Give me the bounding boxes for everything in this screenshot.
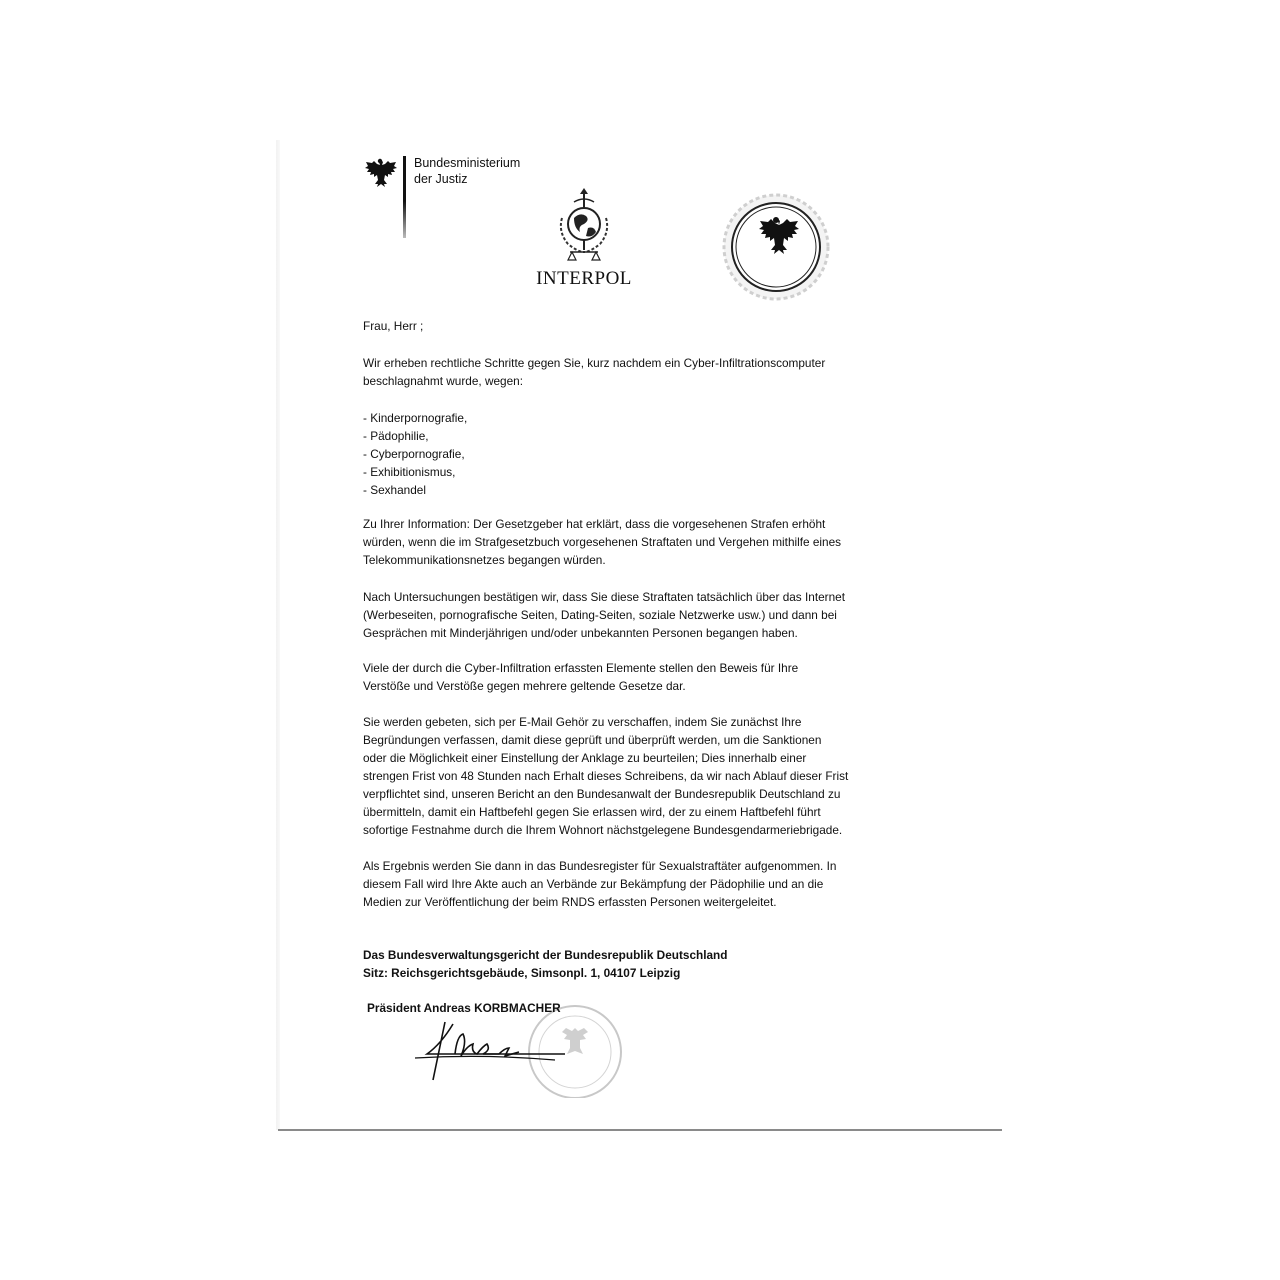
charges-list bbox=[363, 409, 923, 499]
bottom-divider bbox=[278, 1129, 1002, 1131]
information-paragraph bbox=[363, 515, 923, 569]
text-line: Als Ergebnis werden Sie dann in das Bundesregister für Sexualstraftäter aufgenommen. In bbox=[363, 859, 837, 873]
text-line: (Werbeseiten, pornografische Seiten, Dating-Seiten, soziale Netzwerke usw.) und dann bei bbox=[363, 608, 837, 622]
text-line: Telekommunikationsnetzes begangen würden. bbox=[363, 553, 606, 567]
interpol-logo bbox=[524, 188, 644, 292]
text-line: Gesprächen mit Minderjährigen und/oder unbekannten Personen begangen haben. bbox=[363, 626, 798, 640]
ministry-name-line1: Bundesministerium bbox=[414, 156, 521, 170]
text-line: Begründungen verfassen, damit diese geprüft und überprüft werden, um die Sanktionen bbox=[363, 733, 822, 747]
text-line: beschlagnahmt wurde, wegen: bbox=[363, 374, 524, 388]
text-line: übermitteln, damit ein Haftbefehl gegen Sie erlassen wird, der zu einem Haftbefehl führt bbox=[363, 805, 821, 819]
federal-eagle-seal-icon bbox=[722, 193, 830, 301]
salutation: Frau, Herr ; bbox=[363, 319, 424, 333]
charge-item: - Pädophilie, bbox=[363, 429, 429, 443]
text-line: Wir erheben rechtliche Schritte gegen Sie, kurz nachdem ein Cyber-Infiltrationscomputer bbox=[363, 356, 826, 370]
charge-item: - Sexhandel bbox=[363, 483, 426, 497]
text-line: diesem Fall wird Ihre Akte auch an Verbände zur Bekämpfung der Pädophilie und an die bbox=[363, 877, 824, 891]
ministry-name bbox=[414, 155, 574, 187]
federal-eagle-icon bbox=[363, 155, 397, 195]
intro-paragraph bbox=[363, 354, 923, 390]
text-line: oder die Möglichkeit einer Einstellung der Anklage zu beurteilen; Dies innerhalb einer bbox=[363, 751, 807, 765]
charge-item: - Kinderpornografie, bbox=[363, 411, 468, 425]
text-line: Sie werden gebeten, sich per E-Mail Gehör zu verschaffen, indem Sie zunächst Ihre bbox=[363, 715, 802, 729]
president-name: Präsident Andreas KORBMACHER bbox=[367, 1001, 561, 1015]
text-line: Viele der durch die Cyber-Infiltration erfassten Elemente stellen den Beweis für Ihre bbox=[363, 661, 799, 675]
consequence-paragraph bbox=[363, 857, 923, 911]
interpol-wordmark: INTERPOL bbox=[536, 268, 632, 289]
charge-item: - Cyberpornografie, bbox=[363, 447, 465, 461]
ministry-name-line2: der Justiz bbox=[414, 172, 468, 186]
text-line: verpflichtet sind, unseren Bericht an den Bundesanwalt der Bundesrepublik Deutschland zu bbox=[363, 787, 841, 801]
deadline-paragraph bbox=[363, 713, 923, 839]
ministry-divider bbox=[403, 156, 406, 238]
evidence-paragraph bbox=[363, 659, 923, 695]
text-line: sofortige Festnahme durch die Ihrem Wohnort nächstgelegene Bundesgendarmeriebrigade. bbox=[363, 823, 843, 837]
interpol-emblem-icon bbox=[552, 188, 616, 266]
text-line: Medien zur Veröffentlichung der beim RNDS erfassten Personen weitergeleitet. bbox=[363, 895, 777, 909]
court-name: Das Bundesverwaltungsgericht der Bundesrepublik Deutschland bbox=[363, 948, 728, 962]
text-line: Zu Ihrer Information: Der Gesetzgeber hat erklärt, dass die vorgesehenen Strafen erhöht bbox=[363, 517, 826, 531]
court-address: Sitz: Reichsgerichtsgebäude, Simsonpl. 1, 04107 Leipzig bbox=[363, 966, 681, 980]
investigation-paragraph bbox=[363, 588, 923, 642]
court-block bbox=[363, 946, 923, 982]
signature-icon bbox=[405, 1014, 575, 1084]
text-line: würden, wenn die im Strafgesetzbuch vorgesehenen Straftaten und Vergehen mithilfe eines bbox=[363, 535, 842, 549]
charge-item: - Exhibitionismus, bbox=[363, 465, 456, 479]
text-line: Nach Untersuchungen bestätigen wir, dass Sie diese Straftaten tatsächlich über das Internet bbox=[363, 590, 845, 604]
text-line: strengen Frist von 48 Stunden nach Erhalt dieses Schreibens, da wir nach Ablauf dieser Frist bbox=[363, 769, 849, 783]
text-line: Verstöße und Verstöße gegen mehrere geltende Gesetze dar. bbox=[363, 679, 686, 693]
